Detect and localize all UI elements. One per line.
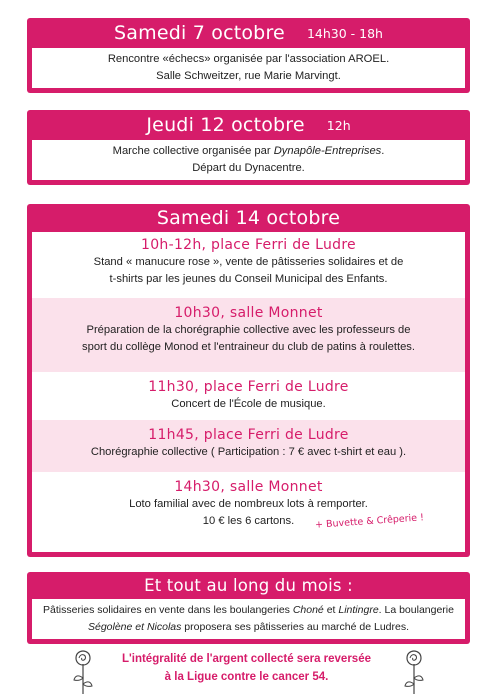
session-line: Concert de l'École de musique.: [171, 398, 326, 410]
rose-icon: [403, 650, 425, 694]
event-header: [32, 204, 465, 232]
session-line: Préparation de la chorégraphie collective avec les professeurs de: [86, 324, 411, 336]
text-fragment: et: [323, 604, 339, 616]
event-line: Salle Schweitzer, rue Marie Marvingt.: [156, 70, 341, 82]
event-day: Samedi 7 octobre: [114, 22, 285, 44]
event-header: [32, 18, 465, 48]
session-title: 11h45, place Ferri de Ludre: [148, 427, 349, 443]
event-body: [32, 48, 465, 88]
buvette-note: + Buvette & Crêperie !: [314, 512, 425, 531]
session-title: 11h30, place Ferri de Ludre: [148, 379, 349, 395]
event-line: Départ du Dynacentre.: [192, 162, 305, 174]
month-body: [32, 599, 465, 639]
session-line: t-shirts par les jeunes du Conseil Municipal des Enfants.: [109, 273, 388, 285]
session-line: Stand « manucure rose », vente de pâtisseries solidaires et de: [93, 256, 404, 268]
session-line: Loto familial avec de nombreux lots à remporter.: [129, 498, 368, 510]
month-header: [32, 572, 465, 599]
session-2: [32, 298, 465, 372]
event-body: [32, 140, 465, 180]
organizer-name: Dynapôle-Entreprises: [273, 145, 382, 157]
bakery-name: Ségolène et Nicolas: [87, 621, 182, 633]
text-fragment: . La boulangerie: [378, 604, 454, 616]
event-card-oct-14: [27, 204, 470, 557]
event-time: 12h: [326, 117, 351, 133]
event-card-oct-12: [27, 110, 470, 185]
session-title: 10h30, salle Monnet: [174, 305, 323, 321]
footer-line: à la Ligue contre le cancer 54.: [164, 671, 329, 683]
footer-line: L'intégralité de l'argent collecté sera reversée: [121, 653, 371, 665]
session-line: sport du collège Monod et l'entraineur du club de patins à roulettes.: [82, 341, 415, 353]
session-4: [32, 420, 465, 472]
footer-message: [60, 650, 433, 686]
event-line: Rencontre «échecs» organisée par l'association AROEL.: [107, 53, 390, 65]
session-title: 10h-12h, place Ferri de Ludre: [141, 237, 356, 253]
event-day: Samedi 14 octobre: [156, 207, 341, 229]
text-fragment: Marche collective organisée par: [112, 145, 274, 157]
month-title: Et tout au long du mois :: [144, 576, 353, 595]
session-1: [32, 232, 465, 298]
session-3: [32, 372, 465, 420]
event-line: [32, 143, 465, 160]
session-title: 14h30, salle Monnet: [174, 479, 323, 495]
text-fragment: .: [381, 145, 385, 157]
month-card: [27, 572, 470, 644]
event-day: Jeudi 12 octobre: [146, 114, 305, 136]
bakery-name: Lintingre: [338, 604, 379, 616]
text-fragment: Pâtisseries solidaires en vente dans les boulangeries: [43, 604, 293, 616]
session-line: 10 € les 6 cartons.: [202, 515, 295, 527]
session-5: [32, 472, 465, 552]
event-time: 14h30 - 18h: [306, 25, 383, 41]
bakery-name: Choné: [292, 604, 324, 616]
event-header: [32, 110, 465, 140]
event-card-oct-7: [27, 18, 470, 93]
session-line: Chorégraphie collective ( Participation : 7 € avec t-shirt et eau ).: [90, 446, 407, 458]
event-body: [32, 232, 465, 552]
text-fragment: proposera ses pâtisseries au marché de Ludres.: [181, 621, 410, 633]
